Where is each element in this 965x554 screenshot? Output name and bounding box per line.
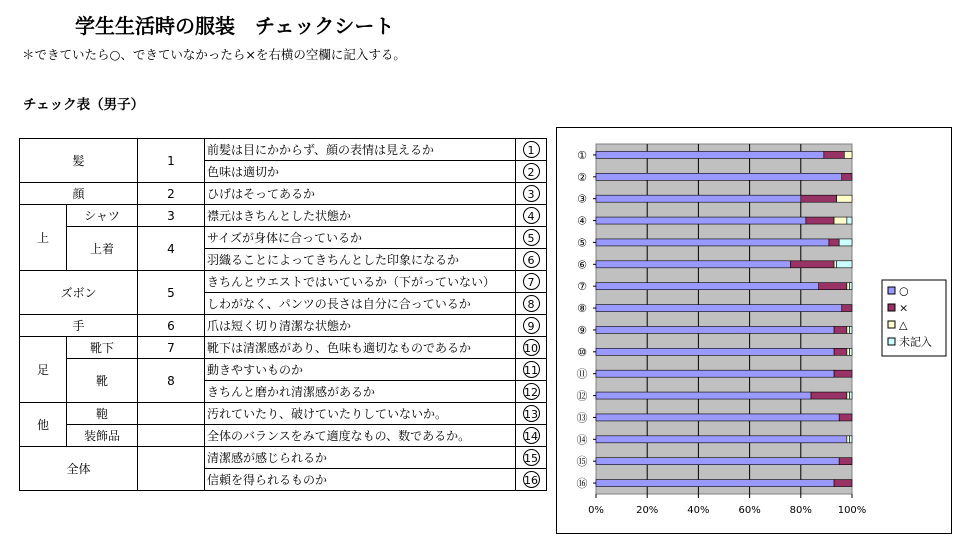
category-label: ⑬ bbox=[576, 411, 588, 425]
x-tick-label: 0% bbox=[588, 505, 604, 516]
bar-segment bbox=[811, 392, 847, 399]
bar-segment bbox=[842, 173, 852, 180]
bar-segment bbox=[806, 217, 834, 224]
subcategory-jacket: 上着 bbox=[67, 227, 138, 271]
number-cell: 5 bbox=[138, 271, 205, 315]
page-title: 学生生活時の服装 チェックシート bbox=[75, 14, 395, 38]
bar-segment bbox=[847, 217, 852, 224]
table-row bbox=[20, 447, 547, 469]
check-item: 爪は短く切り清潔な状態か bbox=[205, 315, 516, 337]
item-number: 8 bbox=[523, 295, 540, 312]
bar-segment bbox=[844, 151, 852, 158]
category-hand: 手 bbox=[20, 315, 138, 337]
bar-segment bbox=[834, 480, 852, 487]
mark-cell[interactable] bbox=[516, 139, 547, 161]
legend-swatch bbox=[888, 338, 895, 345]
bar-segment bbox=[834, 326, 847, 333]
bar-segment bbox=[596, 392, 811, 399]
check-item: 色味は適切か bbox=[205, 161, 516, 183]
bar-segment bbox=[834, 370, 852, 377]
number-cell bbox=[138, 403, 205, 425]
number-cell: 4 bbox=[138, 227, 205, 271]
legend-label: △ bbox=[899, 318, 908, 332]
check-item: 汚れていたり、破けていたりしていないか。 bbox=[205, 403, 516, 425]
item-number: 3 bbox=[523, 185, 540, 202]
category-label: ⑤ bbox=[577, 236, 587, 250]
table-row bbox=[20, 315, 547, 337]
number-cell bbox=[138, 425, 205, 447]
x-tick-label: 60% bbox=[738, 505, 761, 516]
legend-label: × bbox=[899, 301, 909, 315]
mark-cell[interactable] bbox=[516, 337, 547, 359]
subcategory-shirt: シャツ bbox=[67, 205, 138, 227]
mark-cell[interactable] bbox=[516, 315, 547, 337]
bar-segment bbox=[596, 239, 829, 246]
table-row bbox=[20, 403, 547, 425]
legend-swatch bbox=[888, 321, 895, 328]
table-row bbox=[20, 183, 547, 205]
check-item: 襟元はきちんとした状態か bbox=[205, 205, 516, 227]
category-face: 顔 bbox=[20, 183, 138, 205]
category-label: ⑨ bbox=[577, 323, 587, 337]
mark-cell[interactable] bbox=[516, 381, 547, 403]
item-number: 16 bbox=[523, 471, 540, 488]
bar-segment bbox=[842, 305, 852, 312]
bar-segment bbox=[847, 283, 850, 290]
bar-segment bbox=[849, 283, 852, 290]
item-number: 12 bbox=[523, 383, 540, 400]
category-pants: ズボン bbox=[20, 271, 138, 315]
bar-segment bbox=[839, 458, 852, 465]
bar-segment bbox=[829, 239, 839, 246]
mark-cell[interactable] bbox=[516, 161, 547, 183]
bar-segment bbox=[596, 480, 834, 487]
check-item: 信頼を得られるものか bbox=[205, 469, 516, 491]
legend-label: ○ bbox=[899, 284, 909, 298]
number-cell: 3 bbox=[138, 205, 205, 227]
bar-segment bbox=[847, 326, 850, 333]
item-number: 10 bbox=[523, 339, 540, 356]
bar-segment bbox=[596, 261, 791, 268]
category-label: ⑥ bbox=[577, 258, 587, 272]
number-cell: 6 bbox=[138, 315, 205, 337]
stacked-bar-chart bbox=[557, 128, 951, 533]
mark-cell[interactable] bbox=[516, 271, 547, 293]
table-row bbox=[20, 205, 547, 227]
mark-cell[interactable] bbox=[516, 205, 547, 227]
category-hair: 髪 bbox=[20, 139, 138, 183]
bar-segment bbox=[596, 414, 839, 421]
category-overall: 全体 bbox=[20, 447, 138, 491]
table-row bbox=[20, 359, 547, 381]
category-label: ⑦ bbox=[577, 280, 587, 294]
category-label: ① bbox=[577, 148, 587, 162]
bar-segment bbox=[847, 436, 850, 443]
mark-cell[interactable] bbox=[516, 359, 547, 381]
bar-segment bbox=[839, 239, 852, 246]
check-item: 清潔感が感じられるか bbox=[205, 447, 516, 469]
legend-label: 未記入 bbox=[899, 335, 932, 349]
item-number: 5 bbox=[523, 229, 540, 246]
bar-segment bbox=[596, 458, 839, 465]
number-cell: 7 bbox=[138, 337, 205, 359]
bar-segment bbox=[596, 217, 806, 224]
category-other: 他 bbox=[20, 403, 67, 447]
item-number: 15 bbox=[523, 449, 540, 466]
number-cell bbox=[138, 447, 205, 491]
bar-segment bbox=[834, 348, 847, 355]
check-table bbox=[19, 138, 547, 491]
category-label: ④ bbox=[577, 214, 587, 228]
number-cell: 2 bbox=[138, 183, 205, 205]
table-row bbox=[20, 139, 547, 161]
item-number: 7 bbox=[523, 273, 540, 290]
bar-segment bbox=[847, 348, 850, 355]
category-label: ② bbox=[577, 170, 587, 184]
item-number: 1 bbox=[523, 141, 540, 158]
category-label: ⑮ bbox=[576, 455, 588, 469]
category-label: ⑧ bbox=[577, 302, 587, 316]
subcategory-bag: 鞄 bbox=[67, 403, 138, 425]
category-upper: 上 bbox=[20, 205, 67, 271]
bar-segment bbox=[819, 283, 847, 290]
item-number: 6 bbox=[523, 251, 540, 268]
mark-cell[interactable] bbox=[516, 227, 547, 249]
check-item: きちんと磨かれ清潔感があるか bbox=[205, 381, 516, 403]
table-row bbox=[20, 425, 547, 447]
item-number: 14 bbox=[523, 427, 540, 444]
bar-segment bbox=[824, 151, 844, 158]
bar-segment bbox=[596, 326, 834, 333]
table-row bbox=[20, 271, 547, 293]
bar-segment bbox=[849, 392, 852, 399]
legend-swatch bbox=[888, 287, 895, 294]
mark-cell[interactable] bbox=[516, 403, 547, 425]
bar-segment bbox=[596, 436, 847, 443]
check-item: きちんとウエストではいているか（下がっていない） bbox=[205, 271, 516, 293]
bar-segment bbox=[596, 195, 801, 202]
bar-segment bbox=[801, 195, 837, 202]
number-cell: 8 bbox=[138, 359, 205, 403]
bar-segment bbox=[834, 261, 837, 268]
check-item: サイズが身体に合っているか bbox=[205, 227, 516, 249]
category-label: ⑭ bbox=[576, 433, 588, 447]
category-label: ⑪ bbox=[576, 367, 588, 381]
check-item: 靴下は清潔感があり、色味も適切なものであるか bbox=[205, 337, 516, 359]
mark-cell[interactable] bbox=[516, 447, 547, 469]
item-number: 9 bbox=[523, 317, 540, 334]
bar-segment bbox=[596, 348, 834, 355]
x-tick-label: 20% bbox=[636, 505, 659, 516]
check-item: ひげはそってあるか bbox=[205, 183, 516, 205]
bar-segment bbox=[791, 261, 835, 268]
x-tick-label: 100% bbox=[837, 505, 867, 516]
category-label: ⑯ bbox=[576, 477, 588, 491]
check-item: 前髪は目にかからず、顔の表情は見えるか bbox=[205, 139, 516, 161]
bar-segment bbox=[837, 261, 852, 268]
instruction-text: ＊できていたら○、できていなかったら×を右横の空欄に記入する。 bbox=[22, 47, 406, 62]
x-tick-label: 40% bbox=[687, 505, 710, 516]
bar-segment bbox=[596, 173, 842, 180]
check-item: 全体のバランスをみて適度なもの、数であるか。 bbox=[205, 425, 516, 447]
bar-segment bbox=[596, 151, 824, 158]
bar-segment bbox=[849, 348, 852, 355]
check-item: 羽織ることによってきちんとした印象になるか bbox=[205, 249, 516, 271]
bar-segment bbox=[596, 305, 842, 312]
category-label: ③ bbox=[577, 192, 587, 206]
subcategory-shoes: 靴 bbox=[67, 359, 138, 403]
category-label: ⑫ bbox=[576, 389, 588, 403]
bar-segment bbox=[849, 326, 852, 333]
subcategory-accessories: 装飾品 bbox=[67, 425, 138, 447]
bar-segment bbox=[847, 392, 850, 399]
mark-cell[interactable] bbox=[516, 183, 547, 205]
bar-segment bbox=[596, 370, 834, 377]
subcategory-socks: 靴下 bbox=[67, 337, 138, 359]
mark-cell[interactable] bbox=[516, 249, 547, 271]
mark-cell[interactable] bbox=[516, 425, 547, 447]
category-label: ⑩ bbox=[577, 345, 587, 359]
category-foot: 足 bbox=[20, 337, 67, 403]
bar-segment bbox=[837, 195, 852, 202]
bar-segment bbox=[596, 283, 819, 290]
legend-swatch bbox=[888, 304, 895, 311]
item-number: 4 bbox=[523, 207, 540, 224]
x-tick-label: 80% bbox=[789, 505, 812, 516]
result-chart bbox=[556, 127, 952, 534]
bar-segment bbox=[849, 436, 852, 443]
mark-cell[interactable] bbox=[516, 293, 547, 315]
item-number: 2 bbox=[523, 163, 540, 180]
check-item: 動きやすいものか bbox=[205, 359, 516, 381]
bar-segment bbox=[834, 217, 847, 224]
table-row bbox=[20, 227, 547, 249]
mark-cell[interactable] bbox=[516, 469, 547, 491]
bar-segment bbox=[839, 414, 852, 421]
section-title: チェック表（男子） bbox=[23, 97, 145, 113]
number-cell: 1 bbox=[138, 139, 205, 183]
item-number: 11 bbox=[523, 361, 540, 378]
item-number: 13 bbox=[523, 405, 540, 422]
table-row bbox=[20, 337, 547, 359]
check-item: しわがなく、パンツの長さは自分に合っているか bbox=[205, 293, 516, 315]
